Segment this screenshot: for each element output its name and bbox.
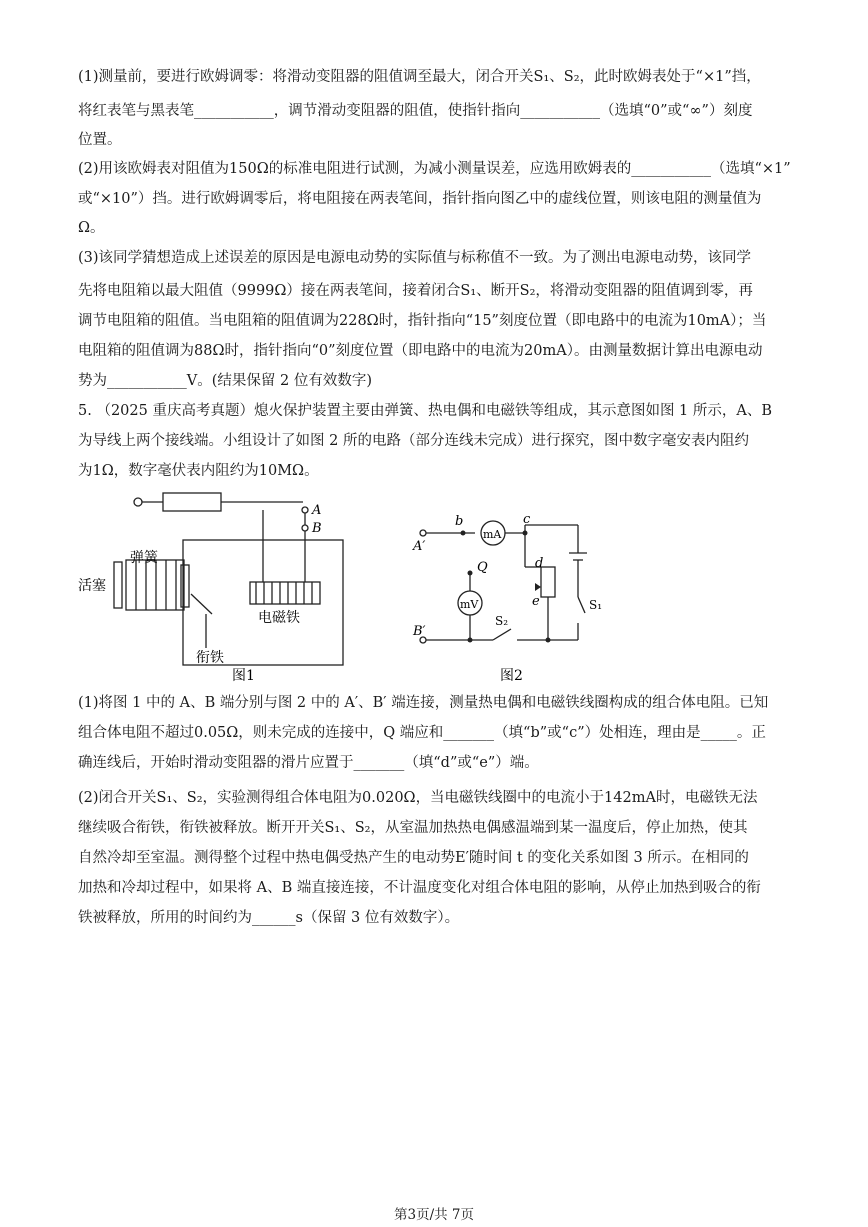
node-e-label: e (532, 594, 540, 609)
text-line: (2)用该欧姆表对阻值为150Ω的标准电阻进行试测，为减小测量误差，应选用欧姆表的___________（选填“×1” (78, 161, 791, 177)
figure-1-diagram (78, 490, 368, 685)
text-line: 确连线后，开始时滑动变阻器的滑片应置于_______（填“d”或“e”）端。 (78, 755, 539, 771)
text-line: 势为___________V。(结果保留 2 位有效数字) (78, 373, 372, 389)
millivoltmeter-label: mV (460, 598, 479, 611)
text-line: (1)将图 1 中的 A、B 端分别与图 2 中的 A′、B′ 端连接，测量热电偶和电磁铁线圈构成的组合体电阻。已知 (78, 695, 769, 711)
page-number-footer: 第3页/共 7页 (393, 1207, 475, 1223)
electromagnet-label: 电磁铁 (258, 610, 300, 626)
spring-label: 弹簧 (130, 550, 158, 566)
text-line: 继续吸合衔铁，衔铁被释放。断开开关S₁、S₂，从室温加热热电偶感温端到某一温度后，停止加热，使其 (78, 820, 748, 836)
terminal-a-prime-label: A′ (413, 539, 426, 554)
text-line: 为1Ω，数字毫伏表内阻约为10MΩ。 (78, 463, 319, 479)
milliammeter-label: mA (483, 528, 502, 541)
armature-label: 衔铁 (196, 650, 224, 666)
switch-s1-label: S₁ (589, 598, 603, 612)
text-line: 铁被释放，所用的时间约为______s（保留 3 位有效数字）。 (78, 910, 460, 926)
text-line: 电阻箱的阻值调为88Ω时，指针指向“0”刻度位置（即电路中的电流为20mA）。由测量数据计算出电源电动 (78, 343, 763, 359)
text-line: (2)闭合开关S₁、S₂，实验测得组合体电阻为0.020Ω，当电磁铁线圈中的电流小于142mA时，电磁铁无法 (78, 790, 758, 806)
text-line: 位置。 (78, 132, 122, 148)
text-line: 或“×10”）挡。进行欧姆调零后，将电阻接在两表笔间，指针指向图乙中的虚线位置，则该电阻的测量值为 (78, 191, 762, 207)
terminal-q-label: Q (477, 560, 488, 575)
text-line: Ω。 (78, 220, 105, 236)
terminal-a-label: A (312, 503, 322, 518)
piston-label: 活塞 (78, 578, 106, 594)
text-line: (3)该同学猜想造成上述误差的原因是电源电动势的实际值与标称值不一致。为了测出电源电动势，该同学 (78, 250, 752, 266)
text-line: 组合体电阻不超过0.05Ω，则未完成的连接中，Q 端应和_______（填“b”或“c”）处相连，理由是_____。正 (78, 725, 766, 741)
figure-2-circuit (405, 505, 615, 685)
switch-s2-label: S₂ (495, 614, 509, 628)
text-line: 为导线上两个接线端。小组设计了如图 2 所的电路（部分连线未完成）进行探究，图中数字毫安表内阻约 (78, 433, 749, 449)
node-d-label: d (535, 556, 544, 571)
node-c-label: c (523, 512, 531, 527)
text-line: (1)测量前，要进行欧姆调零：将滑动变阻器的阻值调至最大，闭合开关S₁、S₂，此时欧姆表处于“×1”挡， (78, 69, 761, 85)
figure-2-caption: 图2 (500, 668, 523, 684)
figure-1-caption: 图1 (232, 668, 255, 684)
text-line: 将红表笔与黑表笔___________，调节滑动变阻器的阻值，使指针指向___________（选填“0”或“∞”）刻度 (78, 103, 753, 119)
question-5-heading: 5. （2025 重庆高考真题）熄火保护装置主要由弹簧、热电偶和电磁铁等组成，其示意图如图 1 所示，A、B (78, 403, 773, 419)
terminal-b-label: B (312, 521, 322, 536)
text-line: 自然冷却至室温。测得整个过程中热电偶受热产生的电动势E′随时间 t 的变化关系如图 3 所示。在相同的 (78, 850, 749, 866)
text-line: 先将电阻箱以最大阻值（9999Ω）接在两表笔间，接着闭合S₁、断开S₂，将滑动变阻器的阻值调到零，再 (78, 283, 753, 299)
text-line: 加热和冷却过程中，如果将 A、B 端直接连接，不计温度变化对组合体电阻的影响，从停止加热到吸合的衔 (78, 880, 761, 896)
terminal-b-prime-label: B′ (413, 624, 426, 639)
node-b-label: b (455, 514, 464, 529)
text-line: 调节电阻箱的阻值。当电阻箱的阻值调为228Ω时，指针指向“15”刻度位置（即电路中的电流为10mA）；当 (78, 313, 767, 329)
